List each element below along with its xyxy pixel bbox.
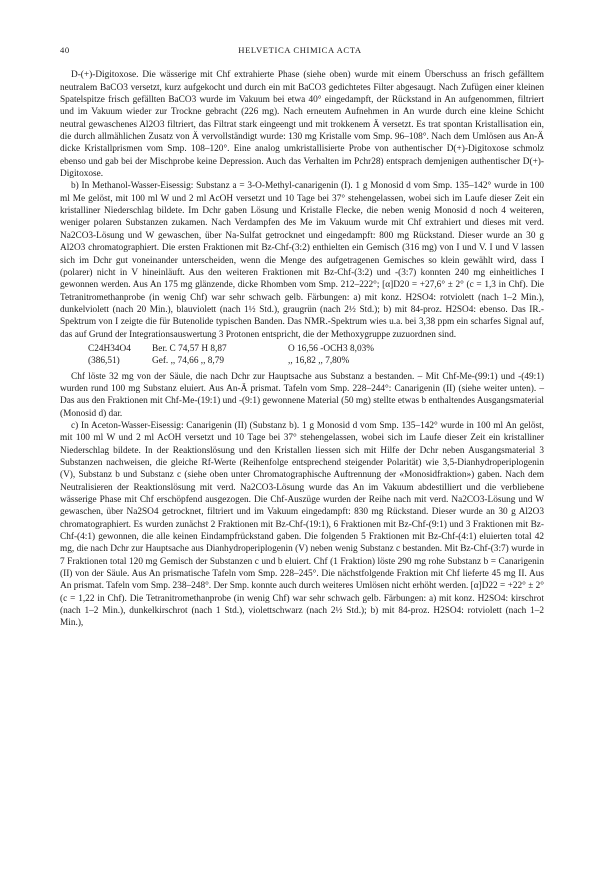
page-number: 40 xyxy=(60,45,70,55)
formula-cell: Ber. C 74,57 H 8,87 xyxy=(152,343,227,354)
elemental-analysis xyxy=(88,343,544,368)
formula-cell: ,, 16,82 ,, 7,80% xyxy=(288,356,350,367)
paragraph-chf-elution: Chf löste 32 mg von der Säule, die nach Dchr zur Hauptsache aus Substanz a bestanden. – Mit Chf-Me-(99:1) und -(49:1) wurden rund 100 mg Substanz eluiert. Aus An-Ä prismat. Tafeln vom Smp. 228–244°: Canarigenin (II) (siehe weiter unten). – Das aus den Fraktionen mit Chf-Me-(19:1) und -(9:1) gewonnene Material (50 mg) stellte etwas b enthaltendes Ausgangsmaterial (Monosid d) dar. xyxy=(60,371,544,419)
journal-title: HELVETICA CHIMICA ACTA xyxy=(238,45,362,55)
paragraph-methanol: b) In Methanol-Wasser-Eisessig: Substanz a = 3-O-Methyl-canarigenin (I). 1 g Monosid d vom Smp. 135–142° wurde in 100 ml Me gelöst, mit 100 ml W und 2 ml AcOH versetzt und 10 Tage bei 37° stehengelassen, wobei sich im Laufe dieser Zeit ein kristalliner Niederschlag bildete. Im Dchr gaben Lösung und Kristalle Flecke, die neben wenig Monosid d noch 4 weiteren, weniger polaren Substanzen zukamen. Nach Verdampfen des Me im Vakuum wurde mit Chf extrahiert und dieses mit verd. Na2CO3-Lösung und W gewaschen, über Na-Sulfat getrocknet und eingedampft: 800 mg Rückstand. Dieser wurde an 30 g Al2O3 chromatographiert. Die ersten Fraktionen mit Bz-Chf-(3:2) enthielten ein Gemisch (316 mg) von I und V. I und V lassen sich im Dchr gut voneinander unterscheiden, wenn die Menge des aufgetragenen Gemisches so klein gewählt wird, dass I (polarer) nicht in V hineinläuft. Aus den weiteren Fraktionen mit Bz-Chf-(3:2) und -(3:7) konnten 240 mg einheitliches I gewonnen werden. Aus An 175 mg glänzende, dicke Rhomben vom Smp. 212–222°; [α]D20 = +27,6° ± 2° (c = 1,3 in Chf). Die Tetranitromethanprobe (in wenig Chf) war sehr schwach gelb. Färbungen: a) mit konz. H2SO4: rotviolett (nach 1–2 Min.), dunkelviolett (nach 20 Min.), blauviolett (nach 1½ Std.), graugrün (nach 2½ Std.); b) mit 84-proz. H2SO4: ebenso. Das IR.-Spektrum von I zeigte die für Butenolide typischen Banden. Das NMR.-Spektrum wies u.a. bei 3,38 ppm ein scharfes Signal auf, das auf Grund der Integrationsauswertung 3 Protonen entspricht, die der Methoxygruppe zuzuordnen sind. xyxy=(60,181,544,340)
paragraph-aceton: c) In Aceton-Wasser-Eisessig: Canarigenin (II) (Substanz b). 1 g Monosid d vom Smp. 135–142° wurde in 100 ml An gelöst, mit 100 ml W und 2 ml AcOH versetzt und 10 Tage bei 37° stehengelassen, wobei sich im Laufe dieser Zeit ein kristalliner Niederschlag bildete. In der Reaktionslösung und den Kristallen liessen sich mit Hilfe der Dchr neben Ausgangsmaterial 3 Substanzen nachweisen, die gleiche Rf-Werte (Reihenfolge entsprechend steigender Polarität) wie 3,5-Dianhydroperiplogenin (V), Substanz b und Substanz c (siehe oben unter Chromatographische Auftrennung der «Monosidfraktion») gaben. Nach dem Neutralisieren der Reaktionslösung mit verd. Na2CO3-Lösung wurde das An im Vakuum abdestilliert und die verbliebene wässerige Phase mit Chf erschöpfend ausgezogen. Die Chf-Auszüge wurden der Reihe nach mit verd. Na2CO3-Lösung und W gewaschen, über Na2SO4 getrocknet, filtriert und im Vakuum eingedampft: 830 mg Rückstand. Dieser wurde an 30 g Al2O3 chromatographiert. Es wurden zunächst 2 Fraktionen mit Bz-Chf-(19:1), 6 Fraktionen mit Bz-Chf-(9:1) und 3 Fraktionen mit Bz-Chf-(4:1) gewonnen, die alle keinen Eindampfrückstand gaben. Die folgenden 5 Fraktionen mit Bz-Chf-(4:1) eluierten total 42 mg, die nach Dchr zur Hauptsache aus Dianhydroperiplogenin (V) neben wenig Substanz c bestanden. Mit Bz-Chf-(3:7) wurde in 7 Fraktionen total 120 mg Gemisch der Substanzen c und b eluiert. Chf (1 Fraktion) löste 290 mg rohe Substanz b = Canarigenin (II) von der Säule. Aus An prismatische Tafeln vom Smp. 228–245°. Die nächstfolgende Fraktion mit Chf lieferte 45 mg II. Aus An prismat. Tafeln vom Smp. 238–248°. Der Smp. konnte auch durch weiteres Umlösen nicht erhöht werden. [α]D22 = +22° ± 2° (c = 1,22 in Chf). Die Tetranitromethanprobe (in wenig Chf) war sehr schwach gelb. Färbungen: a) mit konz. H2SO4: kirschrot (nach 1–2 Min.), dunkelkirschrot (nach 1 Std.), violettschwarz (nach 2½ Std.); b) mit 84-proz. H2SO4: rotviolett (nach 1–2 Min.), xyxy=(60,420,544,629)
paragraph-digitoxose: D-(+)-Digitoxose. Die wässerige mit Chf extrahierte Phase (siehe oben) wurde mit einem Überschuss an frisch gefälltem neutralem BaCO3 versetzt, kurz aufgekocht und durch ein mit BaCO3 gedichtetes Filter abgesaugt. Nach Zufügen einer kleinen Spatelspitze frisch gefällten BaCO3 wurde im Vakuum bei etwa 40° eingedampft, der Rückstand in An aufgenommen, filtriert und im Vakuum wieder zur Trockne gebracht (226 mg). Nach erneutem Aufnehmen in An wurde durch eine kleine Schicht neutral gewaschenes Al2O3 filtriert, das Filtrat stark eingeengt und mit trokkenem Ä versetzt. Es trat spontan Kristallisation ein, die durch allmählichen Zusatz von Ä vervollständigt wurde: 130 mg Kristalle vom Smp. 96–108°. Nach dem Umlösen aus An-Ä dicke Kristallprismen vom Smp. 108–120°. Eine analog umkristallisierte Probe von authentischer D(+)-Digitoxose schmolz ebenso und gab bei der Mischprobe keine Depression. Auch das Verhalten im Pchr28) entsprach demjenigen authentischer D(+)-Digitoxose. xyxy=(60,70,544,180)
formula-cell: (386,51) xyxy=(88,356,120,367)
formula-cell: C24H34O4 xyxy=(88,343,131,354)
formula-cell: O 16,56 -OCH3 8,03% xyxy=(288,343,374,354)
formula-cell: Gef. ,, 74,66 ,, 8,79 xyxy=(152,356,225,367)
